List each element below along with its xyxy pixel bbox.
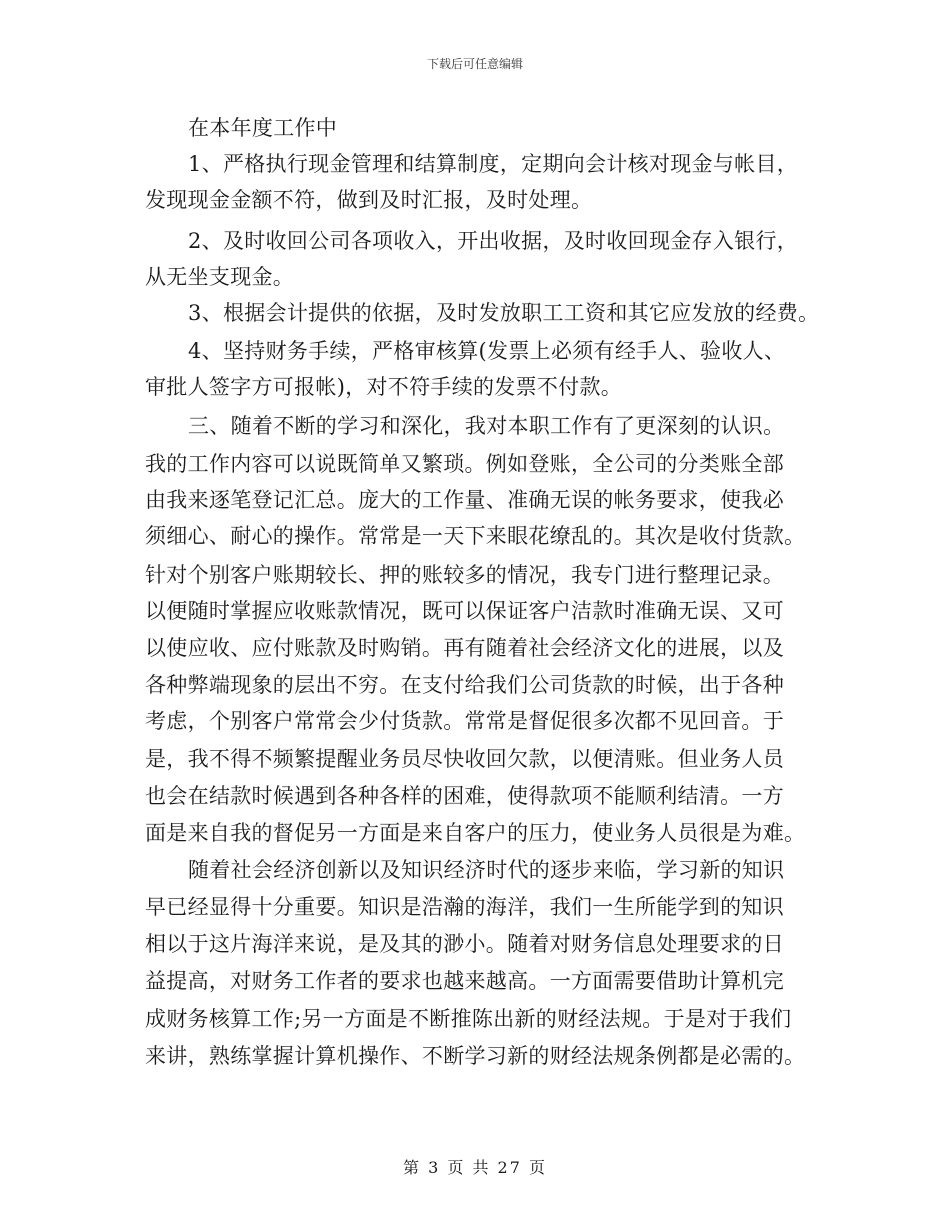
paragraph-line: 在本年度工作中 bbox=[188, 116, 338, 140]
paragraph-line: 以使应收、应付账款及时购销。再有随着社会经济文化的进展，以及 bbox=[145, 636, 784, 660]
paragraph-line: 各种弊端现象的层出不穷。在支付给我们公司货款的时候，出于各种 bbox=[145, 673, 784, 697]
paragraph-line: 也会在结款时候遇到各种各样的困难，使得款项不能顺利结清。一方 bbox=[145, 784, 784, 808]
paragraph-line: 4、坚持财务手续，严格审核算(发票上必须有经手人、验收人、 bbox=[188, 339, 786, 363]
paragraph-line: 以便随时掌握应收账款情况，既可以保证客户洁款时准确无误、又可 bbox=[145, 599, 784, 623]
paragraph-line: 1、严格执行现金管理和结算制度，定期向会计核对现金与帐目， bbox=[188, 152, 799, 176]
paragraph-line: 成财务核算工作;另一方面是不断推陈出新的财经法规。于是对于我们 bbox=[145, 1007, 792, 1031]
paragraph-line: 发现现金金额不符，做到及时汇报，及时处理。 bbox=[145, 188, 593, 212]
paragraph-line: 我的工作内容可以说既简单又繁琐。例如登账，全公司的分类账全部 bbox=[145, 452, 784, 476]
paragraph-line: 从无坐支现金。 bbox=[145, 265, 295, 289]
paragraph-line: 2、及时收回公司各项收入，开出收据，及时收回现金存入银行， bbox=[188, 229, 799, 253]
page-number-footer: 第 3 页 共 27 页 bbox=[403, 1158, 547, 1177]
paragraph-line: 相以于这片海洋来说，是及其的渺小。随着对财务信息处理要求的日 bbox=[145, 932, 784, 956]
paragraph-line: 早已经显得十分重要。知识是浩瀚的海洋，我们一生所能学到的知识 bbox=[145, 895, 784, 919]
paragraph-line: 针对个别客户账期较长、押的账较多的情况，我专门进行整理记录。 bbox=[145, 563, 784, 587]
page-header: 下载后可任意编辑 bbox=[426, 57, 523, 71]
paragraph-line: 随着社会经济创新以及知识经济时代的逐步来临，学习新的知识 bbox=[188, 858, 785, 882]
paragraph-line: 3、根据会计提供的依据，及时发放职工工资和其它应发放的经费。 bbox=[188, 301, 820, 325]
paragraph-line: 是，我不得不频繁提醒业务员尽快收回欠款，以便清账。但业务人员 bbox=[145, 747, 784, 771]
paragraph-line: 审批人签字方可报帐)，对不符手续的发票不付款。 bbox=[145, 375, 623, 399]
paragraph-line: 由我来逐笔登记汇总。庞大的工作量、准确无误的帐务要求，使我必 bbox=[145, 488, 784, 512]
paragraph-line: 面是来自我的督促另一方面是来自客户的压力，使业务人员很是为难。 bbox=[145, 821, 806, 845]
paragraph-line: 须细心、耐心的操作。常常是一天下来眼花缭乱的。其次是收付货款。 bbox=[145, 524, 806, 548]
paragraph-line: 考虑，个别客户常常会少付货款。常常是督促很多次都不见回音。于 bbox=[145, 709, 784, 733]
paragraph-line: 益提高，对财务工作者的要求也越来越高。一方面需要借助计算机完 bbox=[145, 969, 784, 993]
paragraph-line: 来讲，熟练掌握计算机操作、不断学习新的财经法规条例都是必需的。 bbox=[145, 1044, 806, 1068]
paragraph-line: 三、随着不断的学习和深化，我对本职工作有了更深刻的认识。 bbox=[188, 414, 785, 438]
